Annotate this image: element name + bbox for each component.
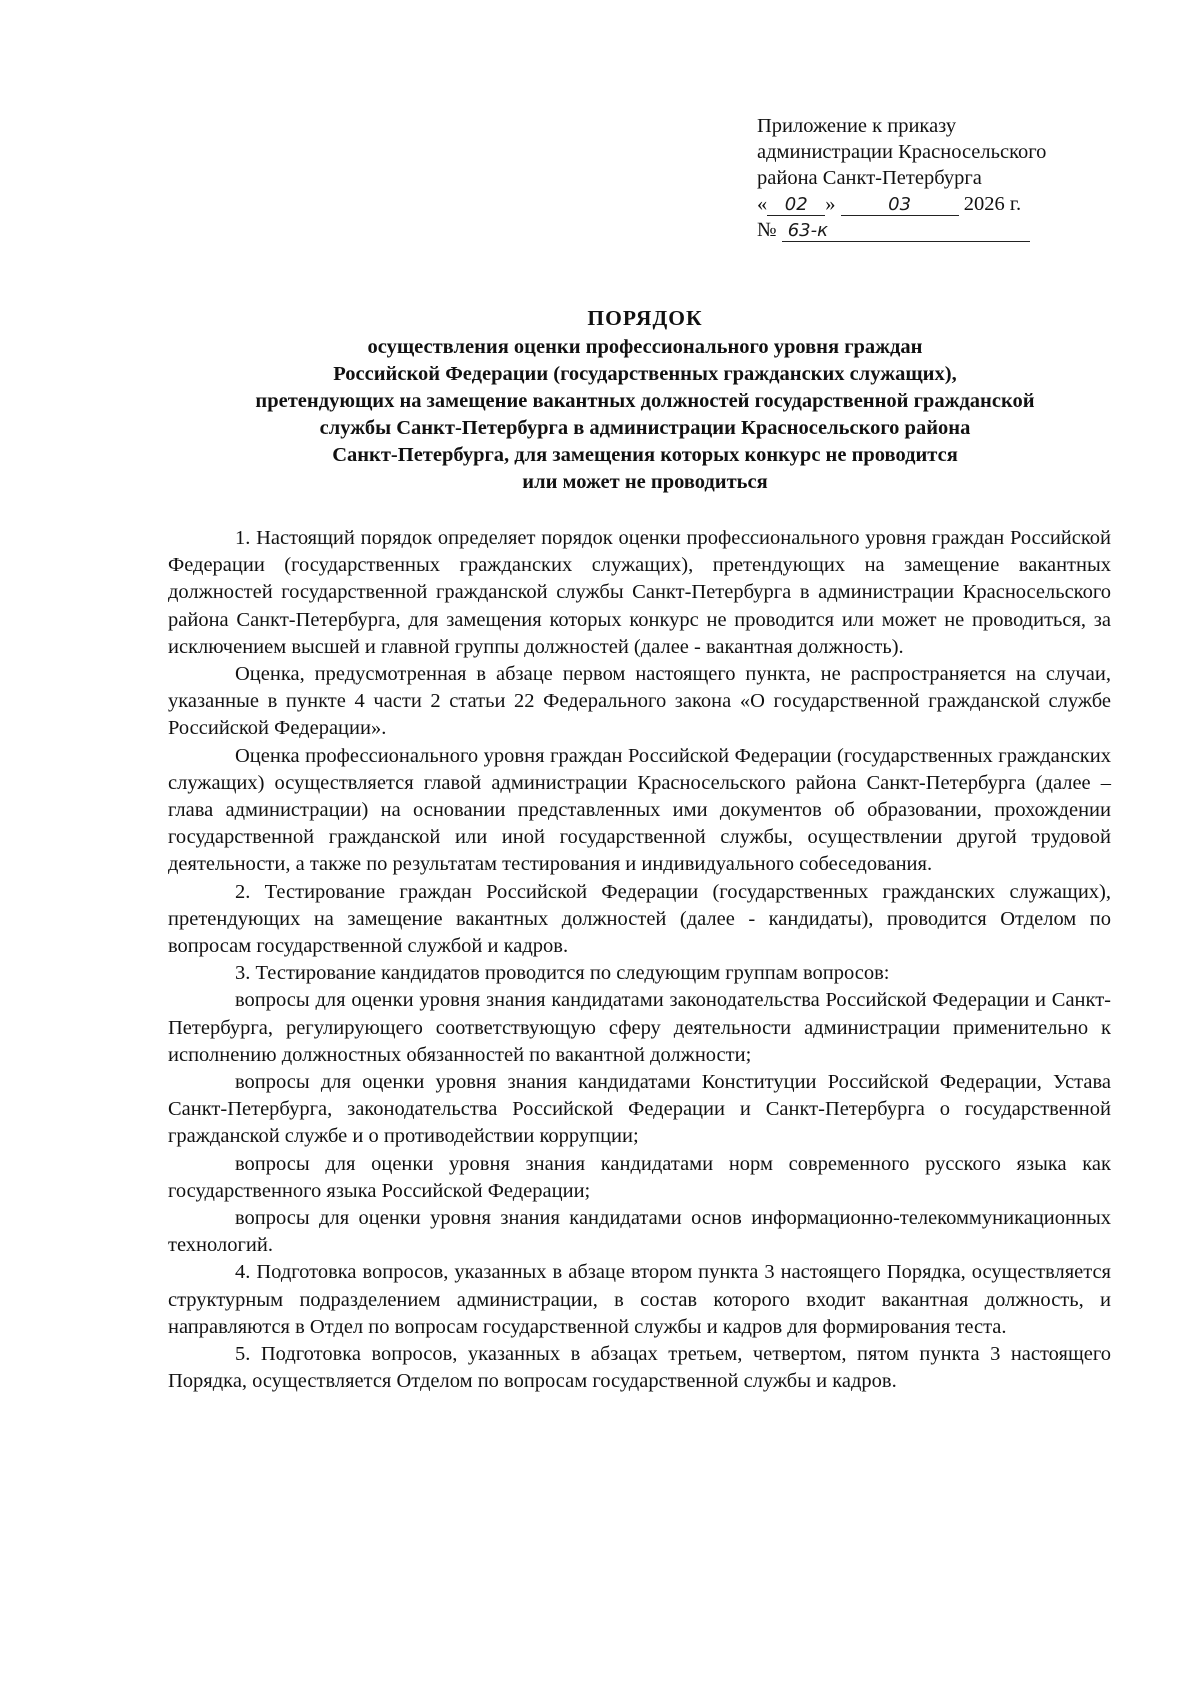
title-line: службы Санкт-Петербурга в администрации Красносельского района: [319, 417, 971, 439]
date-month: 03: [841, 195, 959, 216]
appendix-line-2: администрации Красносельского: [757, 141, 1047, 163]
title-line: осуществления оценки профессионального уровня граждан: [367, 336, 923, 358]
appendix-line-1: Приложение к приказу: [757, 115, 957, 137]
document-title: [170, 305, 1120, 496]
date-year: 2026 г.: [963, 193, 1022, 215]
paragraph: вопросы для оценки уровня знания кандидатами Конституции Российской Федерации, Устава Санкт-Петербурга, законодательства Российской Федерации и Санкт-Петербурга о государственной гражданской службе и о противодействии коррупции;: [168, 1071, 1111, 1148]
date-open-quote: «: [757, 193, 768, 215]
paragraph: вопросы для оценки уровня знания кандидатами законодательства Российской Федерации и Санкт-Петербурга, регулирующего соответствующую сферу деятельности администрации применительно к исполнению должностных обязанностей по вакантной должности;: [168, 989, 1111, 1066]
title-main: ПОРЯДОК: [587, 306, 703, 330]
order-number: 63-к: [782, 221, 1030, 242]
paragraph: 1. Настоящий порядок определяет порядок оценки профессионального уровня граждан Российской Федерации (государственных гражданских служащих), претендующих на замещение вакантных должностей государственной гражданской службы Санкт-Петербурга в администрации Красносельского района Санкт-Петербурга, для замещения которых конкурс не проводится или может не проводиться, за исключением высшей и главной группы должностей (далее - вакантная должность).: [168, 527, 1111, 658]
title-line: или может не проводиться: [522, 471, 768, 493]
document-body: [168, 525, 1111, 1396]
paragraph: 4. Подготовка вопросов, указанных в абзаце втором пункта 3 настоящего Порядка, осуществляется структурным подразделением администрации, в состав которого входит вакантная должность, и направляются в Отдел по вопросам государственной службы и кадров для формирования теста.: [168, 1261, 1111, 1338]
appendix-number-line: [757, 217, 1087, 243]
paragraph: вопросы для оценки уровня знания кандидатами норм современного русского языка как государственного языка Российской Федерации;: [168, 1152, 1111, 1202]
paragraph: 2. Тестирование граждан Российской Федерации (государственных гражданских служащих), претендующих на замещение вакантных должностей (далее - кандидаты), проводится Отделом по вопросам государственной службой и кадров.: [168, 880, 1111, 958]
appendix-line-3: района Санкт-Петербурга: [757, 167, 982, 189]
title-line: Российской Федерации (государственных гражданских служащих),: [333, 363, 957, 385]
appendix-header: [757, 113, 1087, 243]
paragraph: Оценка профессионального уровня граждан Российской Федерации (государственных гражданских служащих) осуществляется главой администрации Красносельского района Санкт-Петербурга (далее – глава администрации) на основании представленных ими документов об образовании, прохождении государственной гражданской или иной государственной службы, осуществлении другой трудовой деятельности, а также по результатам тестирования и индивидуального собеседования.: [168, 744, 1111, 876]
date-day: 02: [767, 195, 825, 216]
title-line: Санкт-Петербурга, для замещения которых конкурс не проводится: [332, 444, 958, 466]
paragraph: вопросы для оценки уровня знания кандидатами основ информационно-телекоммуникационных технологий.: [168, 1207, 1111, 1257]
paragraph: 5. Подготовка вопросов, указанных в абзацах третьем, четвертом, пятом пункта 3 настоящего Порядка, осуществляется Отделом по вопросам государственной службы и кадров.: [168, 1343, 1111, 1393]
number-prefix: №: [757, 219, 777, 241]
title-line: претендующих на замещение вакантных должностей государственной гражданской: [255, 390, 1035, 412]
appendix-date-line: [757, 191, 1087, 217]
paragraph: 3. Тестирование кандидатов проводится по следующим группам вопросов:: [235, 962, 890, 985]
paragraph: Оценка, предусмотренная в абзаце первом настоящего пункта, не распространяется на случаи, указанные в пункте 4 части 2 статьи 22 Федерального закона «О государственной гражданской службе Российской Федерации».: [168, 663, 1111, 740]
date-close-quote: »: [825, 193, 836, 215]
